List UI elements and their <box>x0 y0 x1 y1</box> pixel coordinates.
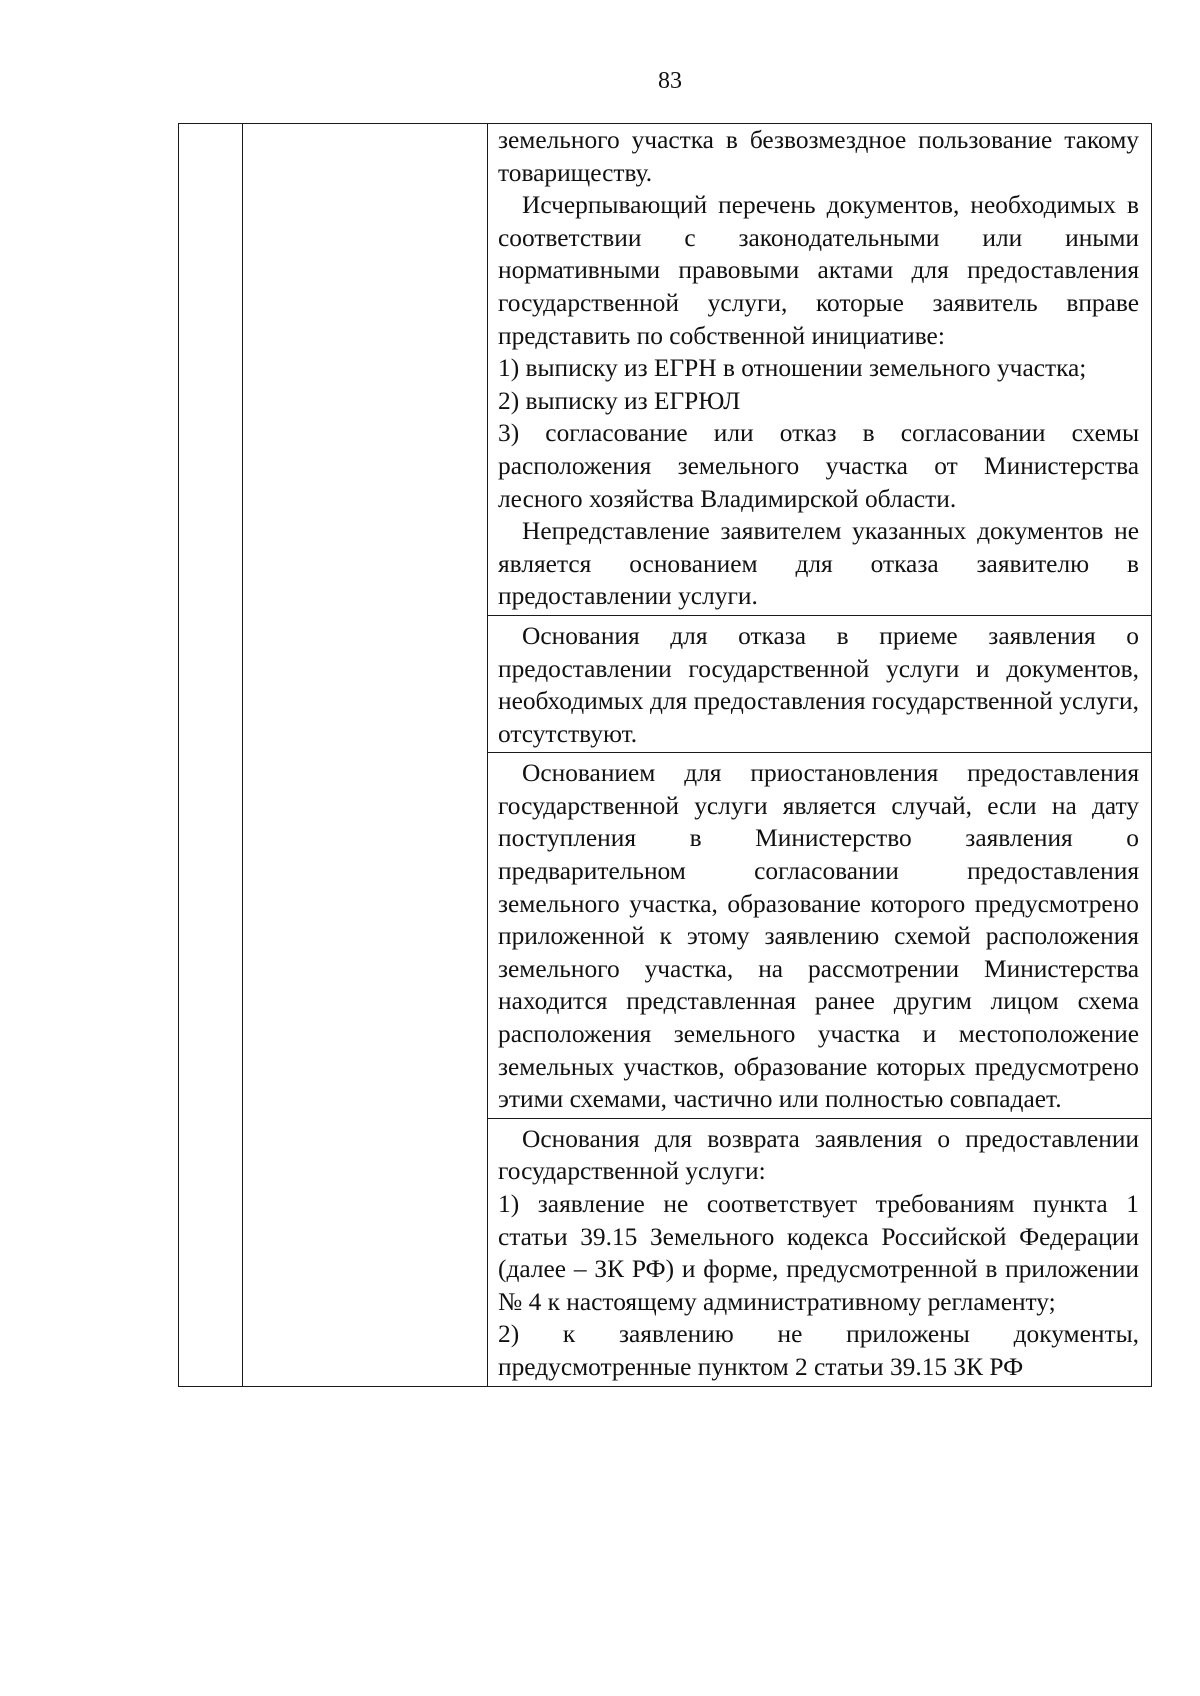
content-cell <box>488 124 1152 616</box>
content-cell <box>488 753 1152 1119</box>
paragraph: земельного участка в безвозмездное пользование такому товариществу. <box>498 126 1139 187</box>
list-item: 1) выписку из ЕГРН в отношении земельного участка; <box>498 354 1087 383</box>
paragraph: Основания для возврата заявления о предоставлении государственной услуги: <box>498 1124 1139 1186</box>
content-cell <box>488 1118 1152 1386</box>
regulation-table <box>178 123 1152 1387</box>
content-cell <box>488 615 1152 752</box>
table-row <box>179 124 1152 616</box>
page-number: 83 <box>658 68 682 94</box>
paragraph: Исчерпывающий перечень документов, необходимых в соответствии с законодательными или иными нормативными правовыми актами для предоставления государственной услуги, которые заявитель вправе представить по собственной инициативе: <box>498 191 1139 350</box>
list-item: 3) согласование или отказ в согласовании схемы расположения земельного участка от Министерства лесного хозяйства Владимирской области. <box>498 419 1139 513</box>
number-cell <box>179 124 243 1387</box>
paragraph: Непредставление заявителем указанных документов не является основанием для отказа заявителю в предоставлении услуги. <box>498 517 1139 611</box>
list-item: 2) к заявлению не приложены документы, предусмотренные пунктом 2 статьи 39.15 ЗК РФ <box>498 1320 1139 1381</box>
service-standard-cell <box>243 124 488 1387</box>
paragraph: Основания для отказа в приеме заявления о предоставлении государственной услуги и документов, необходимых для предоставления государственной услуги, отсутствуют. <box>498 621 1139 748</box>
paragraph: Основанием для приостановления предоставления государственной услуги является случай, если на дату поступления в Министерство заявления о предварительном согласовании предоставления земельного участка, образование которого предусмотрено приложенной к этому заявлению схемой расположения земельного участка, на рассмотрении Министерства находится представленная ранее другим лицом схема расположения земельного участка и местоположение земельных участков, образование которых предусмотрено этими схемами, частично или полностью совпадает. <box>498 759 1139 1114</box>
list-item: 1) заявление не соответствует требованиям пункта 1 статьи 39.15 Земельного кодекса Российской Федерации (далее – ЗК РФ) и форме, предусмотренной в приложении № 4 к настоящему административному регламенту; <box>498 1190 1139 1316</box>
list-item: 2) выписку из ЕГРЮЛ <box>498 386 741 415</box>
